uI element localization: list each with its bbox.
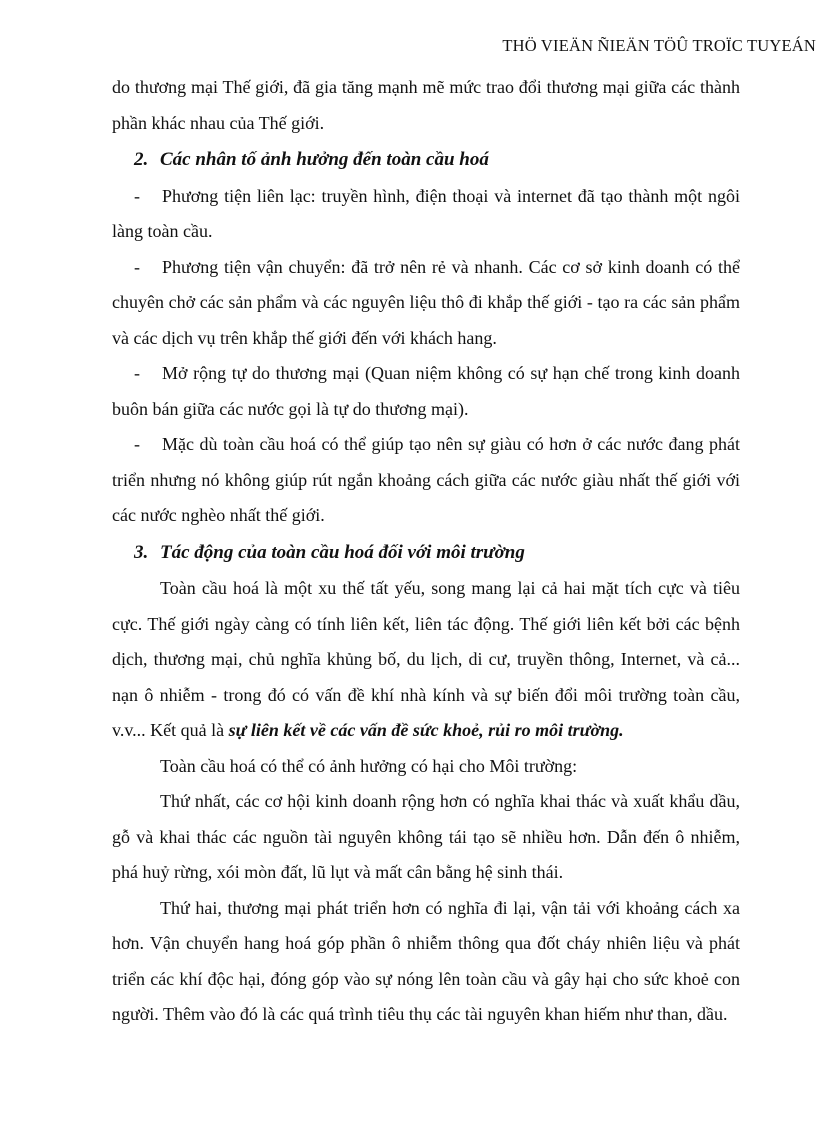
document-body [112, 70, 740, 1033]
bullet-dash: - [134, 363, 140, 383]
section-2-number: 2. [134, 149, 149, 170]
section-3-paragraph-4: Thứ hai, thương mại phát triển hơn có nghĩa đi lại, vận tải với khoảng cách xa hơn. Vận chuyển hang hoá góp phần ô nhiễm thông qua đốt cháy nhiên liệu và phát triển các khí độc hại, đóng góp vào sự nóng lên toàn cầu và gây hại cho sức khoẻ con người. Thêm vào đó là các quá trình tiêu thụ các tài nguyên khan hiếm như than, dầu. [112, 897, 740, 1024]
paragraph-text: Toàn cầu hoá là một xu thế tất yếu, song mang lại cả hai mặt tích cực và tiêu cực. Thế giới ngày càng có tính liên kết, liên tác động. Thế giới liên kết bởi các bệnh dịch, thương mại, chủ nghĩa khủng bố, du lịch, di cư, truyền thông, Internet, và cả... nạn ô nhiễm - trong đó có vấn đề khí nhà kính và sự biến đổi môi trường toàn cầu, v.v... Kết quả là [112, 578, 740, 740]
section-3-heading [112, 535, 740, 571]
section-2-title: Các nhân tố ảnh hưởng đến toàn cầu hoá [160, 149, 489, 170]
section-3-paragraph-2: Toàn cầu hoá có thể có ảnh hưởng có hại cho Môi trường: [160, 755, 578, 776]
section-3-number: 3. [134, 541, 149, 563]
page-header: THÖ VIEÄN ÑIEÄN TÖÛ TROÏC TUYEÁN [502, 36, 816, 55]
bullet-text: Phương tiện liên lạc: truyền hình, điện thoại và internet đã tạo thành một ngôi làng toàn cầu. [112, 185, 740, 241]
emphasis-text: sự liên kết về các vấn đề sức khoẻ, rủi ro môi trường. [228, 720, 624, 740]
bullet-text: Mặc dù toàn cầu hoá có thể giúp tạo nên sự giàu có hơn ở các nước đang phát triển nhưng nó không giúp rút ngắn khoảng cách giữa các nước giàu nhất thế giới với các nước nghèo nhất thế giới. [112, 434, 740, 525]
bullet-text: Mở rộng tự do thương mại (Quan niệm không có sự hạn chế trong kinh doanh buôn bán giữa các nước gọi là tự do thương mại). [112, 363, 740, 419]
bullet-item [112, 427, 740, 534]
section-2-heading [112, 142, 740, 178]
bullet-item [112, 250, 740, 357]
section-3-paragraph-3: Thứ nhất, các cơ hội kinh doanh rộng hơn có nghĩa khai thác và xuất khẩu dầu, gỗ và khai thác các nguồn tài nguyên không tái tạo sẽ nhiều hơn. Dẫn đến ô nhiễm, phá huỷ rừng, xói mòn đất, lũ lụt và mất cân bằng hệ sinh thái. [112, 791, 740, 882]
section-3-paragraph-1 [112, 571, 740, 749]
bullet-item [112, 356, 740, 427]
section-3-title: Tác động của toàn cầu hoá đối với môi trường [160, 541, 525, 563]
intro-paragraph: do thương mại Thế giới, đã gia tăng mạnh mẽ mức trao đổi thương mại giữa các thành phần khác nhau của Thế giới. [112, 77, 740, 133]
bullet-dash: - [134, 434, 140, 454]
bullet-dash: - [134, 256, 140, 277]
bullet-dash: - [134, 185, 140, 206]
bullet-item [112, 179, 740, 250]
bullet-text: Phương tiện vận chuyển: đã trở nên rẻ và nhanh. Các cơ sở kinh doanh có thể chuyên chở các sản phẩm và các nguyên liệu thô đi khắp thế giới - tạo ra các sản phẩm và các dịch vụ trên khắp thế giới đến với khách hang. [112, 256, 740, 348]
